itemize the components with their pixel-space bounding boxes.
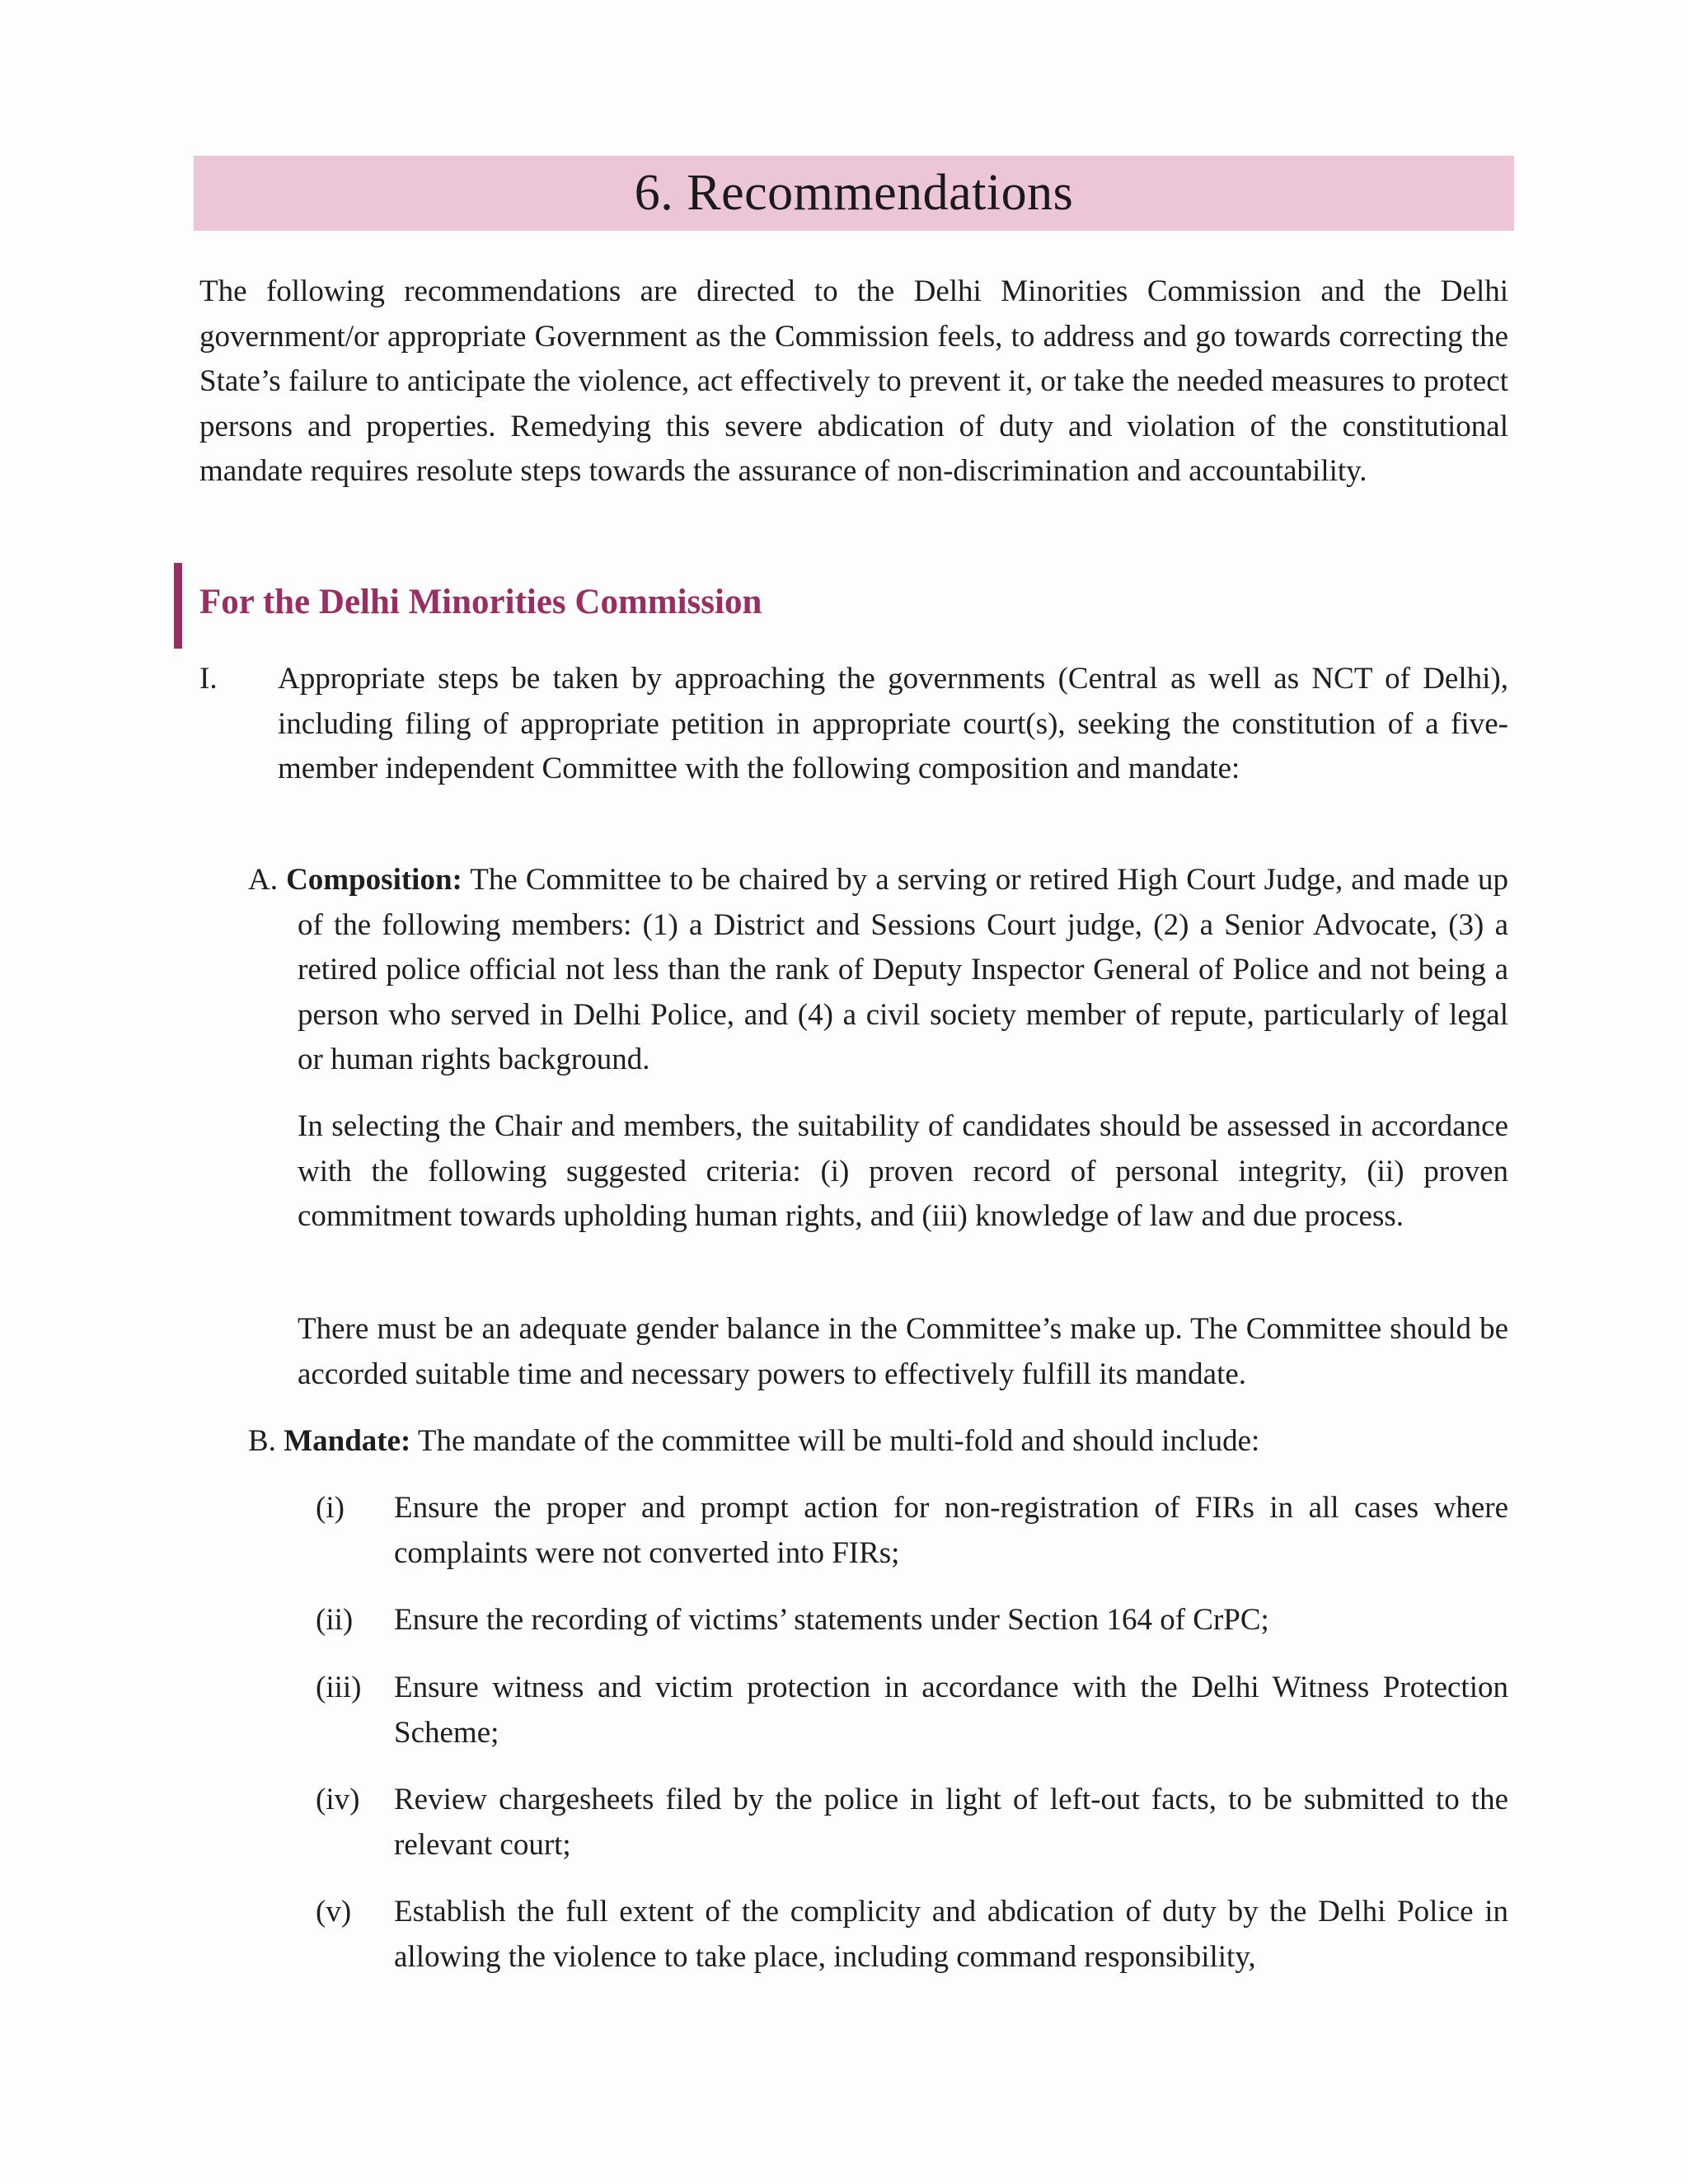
mandate-point-text: Ensure the proper and prompt action for non-registration of FIRs in all cases where complaints were not converted into FIRs; — [394, 1491, 1508, 1570]
mandate-text: The mandate of the committee will be multi-fold and should include: — [410, 1424, 1260, 1458]
mandate-point-text: Review chargesheets filed by the police in light of left-out facts, to be submitted to the relevant court; — [394, 1783, 1508, 1862]
mandate-point-marker: (v) — [316, 1895, 352, 1929]
page-title: 6. Recommendations — [634, 165, 1074, 221]
item-text: Appropriate steps be taken by approaching the governments (Central as well as NCT of Delhi), including filing of appropriate petition in appropriate court(s), seeking the constitution of a five-member independent Committee with the following composition and mandate: — [278, 662, 1508, 785]
mandate-point-text: Ensure witness and victim protection in accordance with the Delhi Witness Protection Scheme; — [394, 1671, 1508, 1750]
mandate-label: Mandate: — [284, 1424, 411, 1458]
mandate-marker: B. — [248, 1424, 276, 1458]
mandate-point-marker: (ii) — [316, 1603, 354, 1637]
composition-criteria-paragraph: In selecting the Chair and members, the suitability of candidates should be assessed in accordance with the following suggested criteria: (i) proven record of personal integrity, (ii) proven commitment towards upholding human rights, and (iii) knowledge of law and due process. — [298, 1109, 1508, 1233]
mandate-point-marker: (iii) — [316, 1671, 362, 1704]
intro-paragraph: The following recommendations are directed to the Delhi Minorities Commission and the Delhi government/or appropriate Government as the Commission feels, to address and go towards correcting the State’s failure to anticipate the violence, act effectively to prevent it, or take the needed measures to protect persons and properties. Remedying this severe abdication of duty and violation of the constitutional mandate requires resolute steps towards the assurance of non-discrimination and accountability. — [199, 274, 1508, 488]
mandate-point-marker: (i) — [316, 1491, 345, 1525]
composition-paragraph — [248, 858, 1508, 1083]
item-marker: I. — [199, 662, 218, 696]
section-accent-bar — [174, 563, 182, 649]
composition-marker: A. — [248, 863, 278, 897]
mandate-point-marker: (iv) — [316, 1783, 360, 1816]
composition-text: The Committee to be chaired by a serving or retired High Court Judge, and made up of the following members: (1) a District and Sessions Court judge, (2) a Senior Advocate, (3) a retired police official not less than the rank of Deputy Inspector General of Police and not being a person who served in Delhi Police, and (4) a civil society member of repute, particularly of legal or human rights background. — [298, 863, 1508, 1076]
composition-label: Composition: — [286, 863, 462, 897]
composition-gender-paragraph: There must be an adequate gender balance in the Committee’s make up. The Committee should be accorded suitable time and necessary powers to effectively fulfill its mandate. — [298, 1312, 1508, 1391]
mandate-point-text: Ensure the recording of victims’ statements under Section 164 of CrPC; — [394, 1603, 1269, 1637]
mandate-paragraph — [248, 1419, 1508, 1465]
title-band — [194, 156, 1514, 231]
mandate-point-text: Establish the full extent of the complicity and abdication of duty by the Delhi Police in allowing the violence to take place, including command responsibility, — [394, 1895, 1508, 1974]
section-heading: For the Delhi Minorities Commission — [199, 583, 762, 621]
